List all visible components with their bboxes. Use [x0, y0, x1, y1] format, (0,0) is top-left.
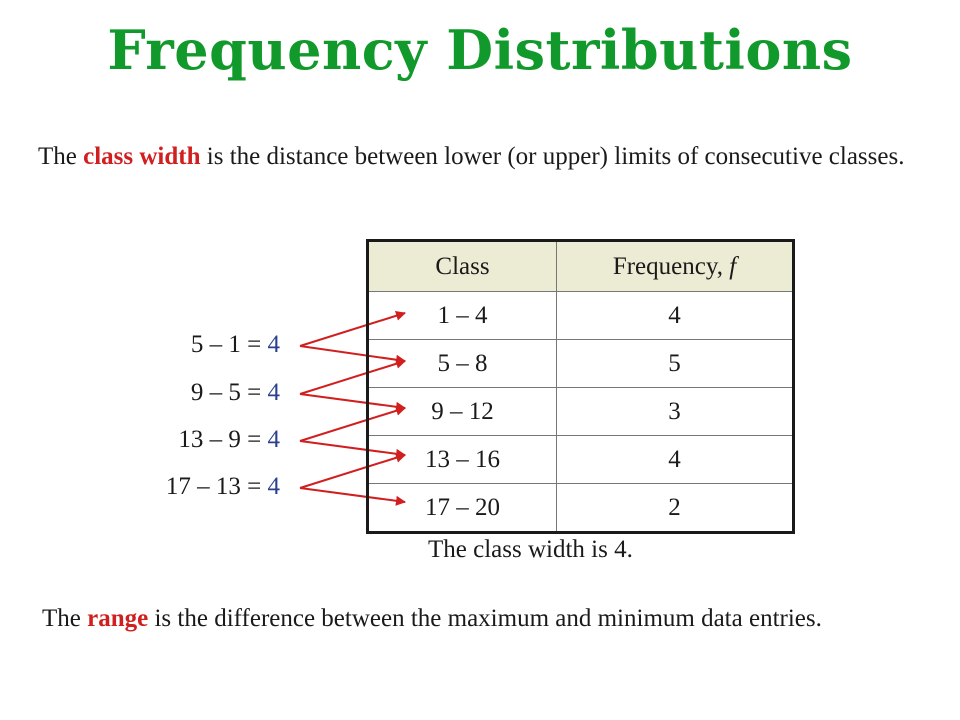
class-width-calculation-1: 5 – 1 = 4: [190, 331, 280, 358]
table-header-row: [368, 241, 794, 292]
class-width-conclusion: The class width is 4.: [428, 536, 633, 563]
frequency-cell: 4: [557, 292, 794, 340]
page-title: Frequency Distributions: [107, 18, 853, 82]
calculation-result: 4: [267, 426, 280, 453]
definition-text-end: is the difference between the maximum and minimum data entries.: [154, 605, 822, 632]
table-row: [368, 340, 794, 388]
frequency-cell: 4: [557, 436, 794, 484]
definition-text-start: The: [38, 143, 77, 170]
class-cell: 5 – 8: [368, 340, 557, 388]
range-definition: [42, 600, 922, 638]
class-cell: 9 – 12: [368, 388, 557, 436]
frequency-cell: 5: [557, 340, 794, 388]
calculation-result: 4: [267, 379, 280, 406]
class-width-calculation-3: 13 – 9 = 4: [178, 426, 280, 453]
frequency-cell: 3: [557, 388, 794, 436]
table-row: [368, 436, 794, 484]
definition-text-end: is the distance between lower (or upper) limits of consecutive classes.: [206, 143, 905, 170]
class-cell: 1 – 4: [368, 292, 557, 340]
table-row: [368, 388, 794, 436]
definition-text-start: The: [42, 605, 81, 632]
column-header-frequency: Frequency, f: [557, 241, 794, 292]
frequency-cell: 2: [557, 484, 794, 533]
column-header-class: Class: [368, 241, 557, 292]
range-term: range: [87, 605, 149, 632]
frequency-table: [366, 239, 795, 534]
class-width-calculation-2: 9 – 5 = 4: [190, 379, 280, 406]
class-width-term: class width: [83, 143, 201, 170]
calculation-result: 4: [267, 331, 280, 358]
table-row: [368, 292, 794, 340]
class-cell: 17 – 20: [368, 484, 557, 533]
table-row: [368, 484, 794, 533]
class-width-calculation-4: 17 – 13 = 4: [165, 473, 280, 500]
calculation-result: 4: [267, 473, 280, 500]
class-cell: 13 – 16: [368, 436, 557, 484]
